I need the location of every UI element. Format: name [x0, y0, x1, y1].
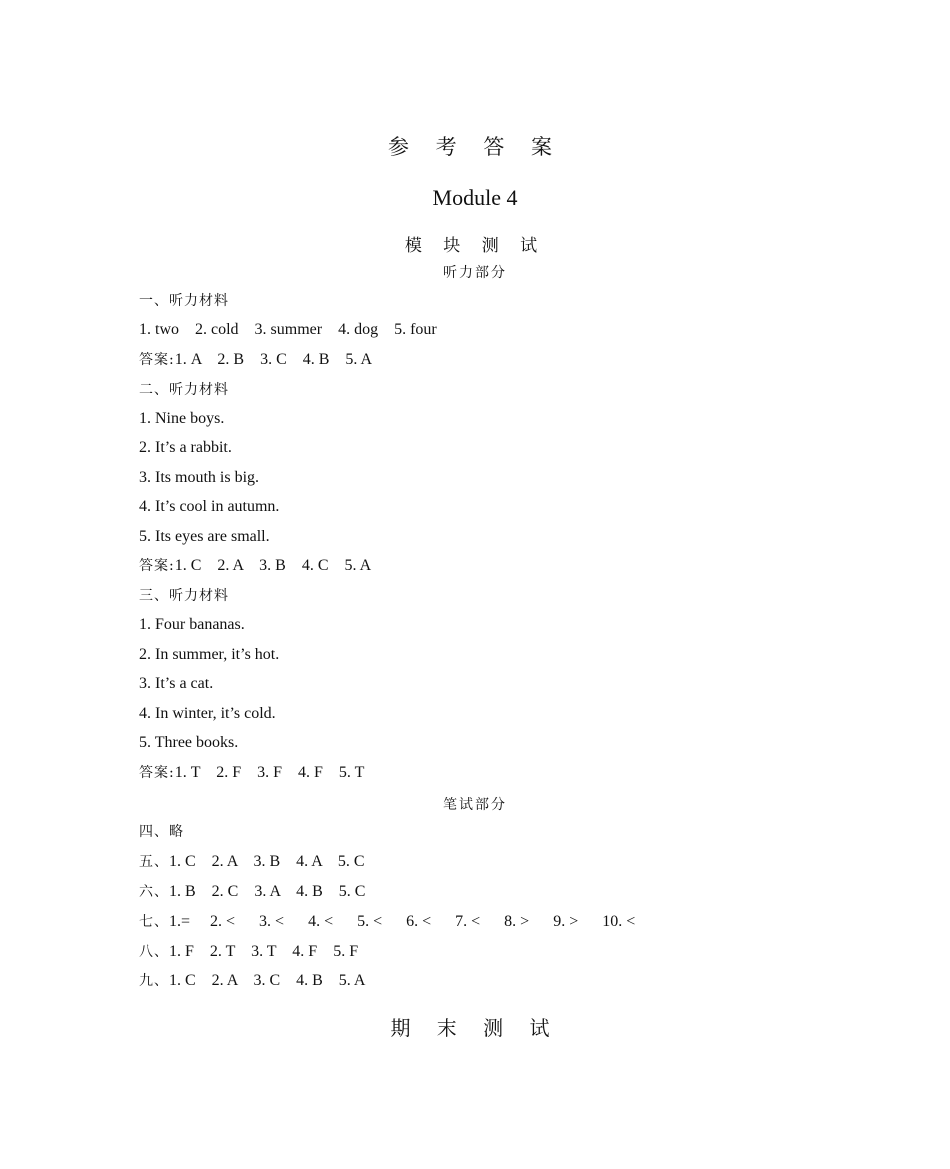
section-2-line: 2. It’s a rabbit.: [139, 439, 232, 456]
section-label: 六、: [139, 884, 169, 900]
final-test-title: 期 末 测 试: [390, 1016, 560, 1040]
section-2-line: 5. Its eyes are small.: [139, 528, 270, 545]
section-label: 四、: [139, 824, 169, 840]
answer-values: 1. A 2. B 3. C 4. B 5. A: [174, 351, 373, 368]
section-2-answer: [139, 556, 371, 576]
section-2-line: 3. Its mouth is big.: [139, 469, 260, 486]
section-text: 1. C 2. A 3. C 4. B 5. A: [169, 972, 366, 989]
section-text: 1. F 2. T 3. T 4. F 5. F: [169, 943, 359, 960]
section-7: [139, 912, 635, 932]
answer-values: 1. T 2. F 3. F 4. F 5. T: [174, 764, 365, 781]
section-2-heading: 二、听力材料: [139, 382, 229, 398]
section-text: 1. B 2. C 3. A 4. B 5. C: [169, 883, 366, 900]
answer-label: 答案:: [139, 558, 175, 574]
answer-label: 答案:: [139, 352, 175, 368]
section-3-line: 2. In summer, it’s hot.: [139, 646, 280, 663]
section-text: 1.= 2. < 3. < 4. < 5. < 6. < 7. < 8. > 9. > 10. <: [169, 913, 636, 930]
section-2-line: 1. Nine boys.: [139, 410, 225, 427]
section-5: [139, 852, 365, 872]
answer-values: 1. C 2. A 3. B 4. C 5. A: [174, 557, 372, 574]
section-9: [139, 971, 365, 991]
test-title: 模 块 测 试: [404, 236, 546, 256]
section-3-line: 4. In winter, it’s cold.: [139, 705, 276, 722]
section-1-items: 1. two 2. cold 3. summer 4. dog 5. four: [139, 321, 437, 338]
section-2-line: 4. It’s cool in autumn.: [139, 498, 280, 515]
written-part-heading: 笔试部分: [443, 797, 507, 813]
section-label: 五、: [139, 854, 169, 870]
section-3-line: 5. Three books.: [139, 734, 239, 751]
section-label: 九、: [139, 973, 169, 989]
section-3-answer: [139, 763, 364, 783]
module-title: Module 4: [432, 185, 518, 210]
page-title: 参 考 答 案: [387, 135, 563, 159]
section-3-heading: 三、听力材料: [139, 588, 229, 604]
answer-label: 答案:: [139, 765, 175, 781]
section-8: [139, 942, 358, 962]
section-label: 八、: [139, 944, 169, 960]
section-1-heading: 一、听力材料: [139, 293, 229, 309]
section-label: 七、: [139, 914, 169, 930]
section-1-answer: [139, 350, 372, 370]
section-text: 略: [169, 824, 184, 840]
listening-part-heading: 听力部分: [443, 265, 507, 281]
section-6: [139, 882, 365, 902]
section-4: [139, 822, 184, 842]
section-text: 1. C 2. A 3. B 4. A 5. C: [169, 853, 365, 870]
section-3-line: 3. It’s a cat.: [139, 675, 214, 692]
section-3-line: 1. Four bananas.: [139, 616, 245, 633]
